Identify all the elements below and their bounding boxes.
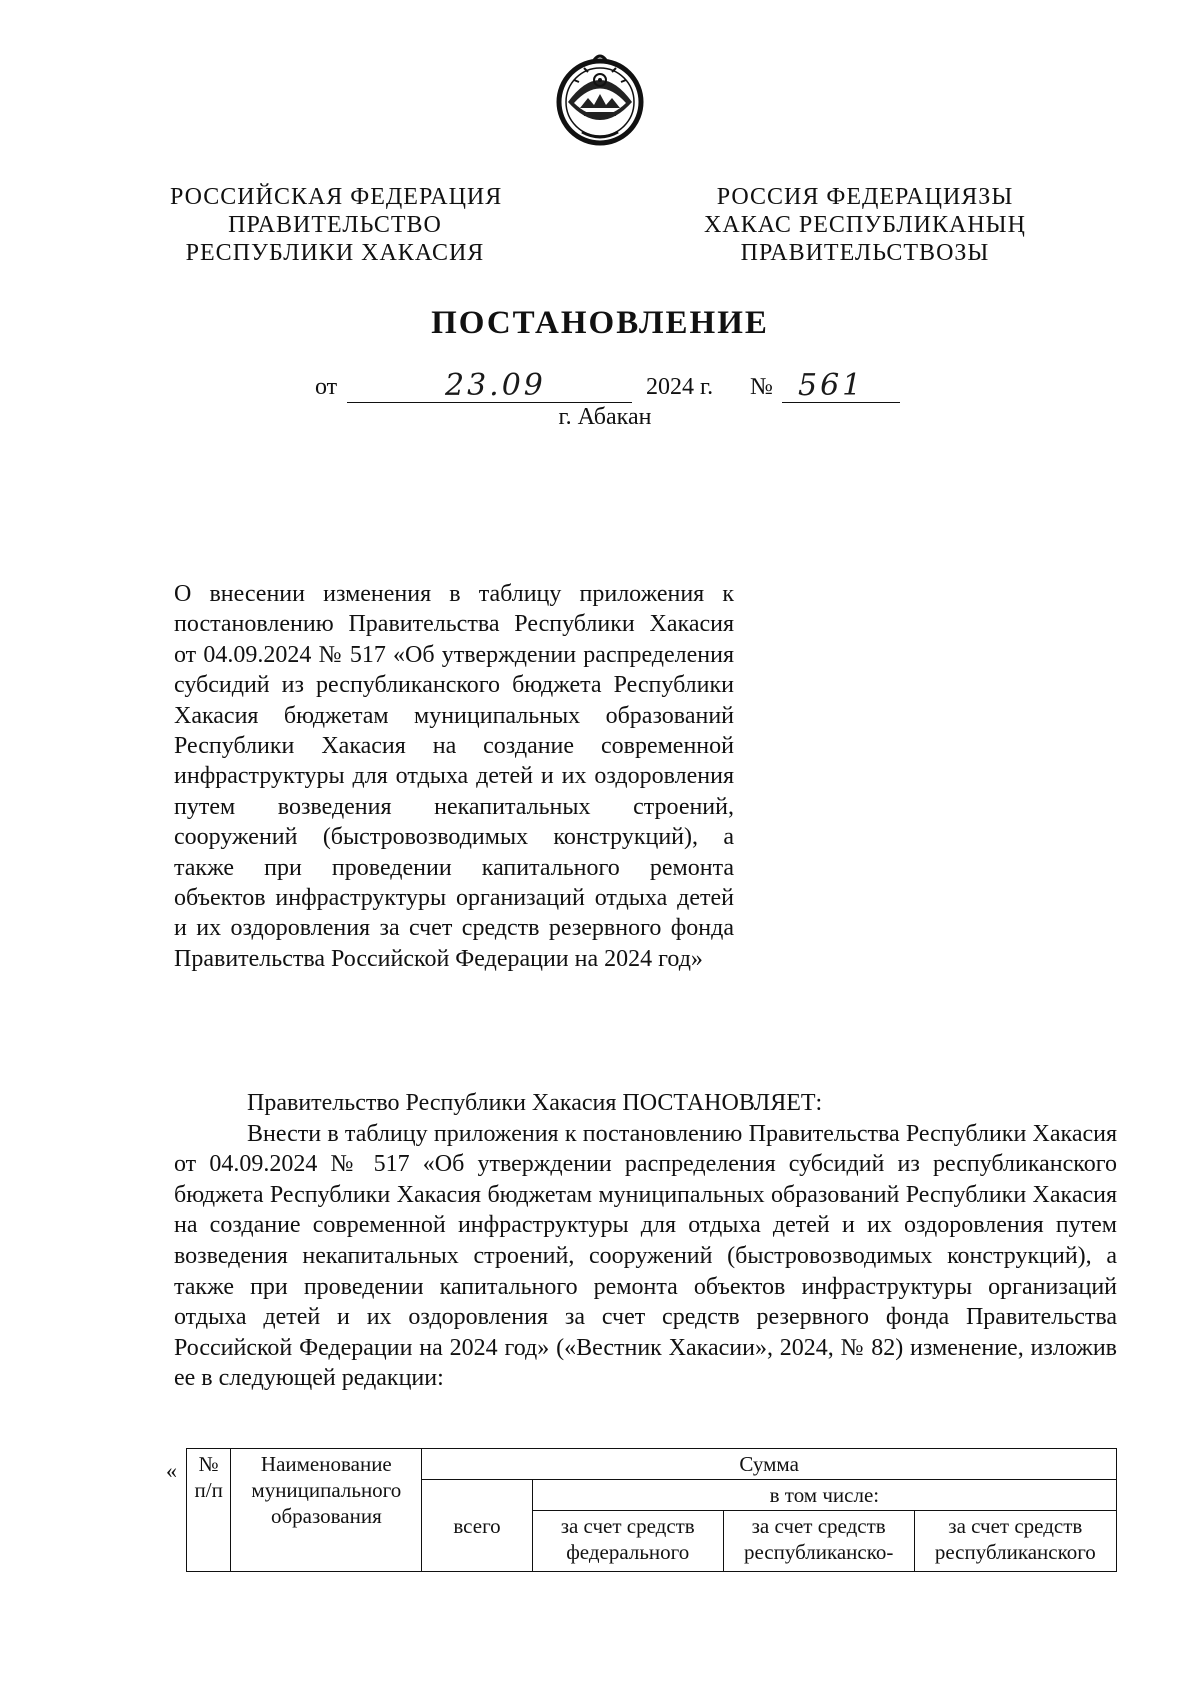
header-russian-line-2: ПРАВИТЕЛЬСТВО (228, 212, 442, 238)
khakassia-coat-of-arms-icon (554, 50, 646, 146)
city: г. Абакан (558, 404, 652, 430)
column-header-republic-1-text: за счет средств республиканско- (743, 1514, 894, 1564)
header-russian (170, 183, 503, 267)
header-khakas-line-2: ХАКАС РЕСПУБЛИКАНЫҢ (704, 212, 1026, 238)
number-label: № (750, 374, 773, 400)
column-header-number: № п/п (187, 1449, 231, 1572)
header-russian-line-1: РОССИЙСКАЯ ФЕДЕРАЦИЯ (170, 184, 503, 210)
year-label: 2024 г. (646, 374, 714, 400)
column-header-federal-text: за счет средств федерального (560, 1514, 695, 1564)
header-khakas-line-3: ПРАВИТЕЛЬСТВОЗЫ (740, 240, 990, 266)
date-prefix: от (315, 374, 338, 400)
document-subject: О внесении изменения в таблицу приложения к постановлению Правительства Республики Хакасия от 04.09.2024 № 517 «Об утверждении распределения субсидий из республиканского бюджета Республики Хакасия бюджетам муниципальных образований Республики Хакасия на создание современной инфраструктуры для отдыха детей и их оздоровления путем возведения некапитальных строений, сооружений (быстровозводимых конструкций), а также при проведении капитального ремонта объектов инфраструктуры организаций отдыха детей и их оздоровления за счет средств резервного фонда Правительства Российской Федерации на 2024 год» (174, 581, 734, 972)
column-header-sum: Сумма (422, 1449, 1117, 1480)
table-header-row-1 (187, 1449, 1117, 1480)
body-paragraph-2: Внести в таблицу приложения к постановлению Правительства Республики Хакасия от 04.09.2024 № 517 «Об утверждении распределения субсидий из республиканского бюджета Республики Хакасия бюджетам муниципальных образований Республики Хакасия на создание современной инфраструктуры для отдыха детей и их оздоровления путем возведения некапитальных строений, сооружений (быстровозводимых конструкций), а также при проведении капитального ремонта объектов инфраструктуры организаций отдыха детей и их оздоровления за счет средств резервного фонда Правительства Российской Федерации на 2024 год» («Вестник Хакасии», 2024, № 82) изменение, изложив ее в следующей редакции: (174, 1120, 1117, 1392)
header-russian-line-3: РЕСПУБЛИКИ ХАКАСИЯ (185, 240, 485, 266)
distribution-table (186, 1448, 1117, 1572)
header-khakas-line-1: РОССИЯ ФЕДЕРАЦИЯЗЫ (716, 184, 1014, 210)
column-header-including: в том числе: (532, 1480, 1116, 1511)
column-header-total: всего (422, 1480, 532, 1572)
number-handwritten: 561 (798, 368, 865, 403)
column-header-name: Наименование муниципального образования (231, 1449, 422, 1572)
date-handwritten: 23.09 (445, 368, 546, 403)
column-header-republic-2-text: за счет средств республиканского (934, 1514, 1096, 1564)
document-title: ПОСТАНОВЛЕНИЕ (431, 305, 769, 341)
column-header-federal (532, 1511, 723, 1572)
column-header-republic-2 (914, 1511, 1116, 1572)
column-header-republic-1 (723, 1511, 914, 1572)
coat-of-arms-emblem (554, 50, 646, 146)
header-khakas (700, 183, 1030, 267)
body-paragraph-1: Правительство Республики Хакасия ПОСТАНОВЛЯЕТ: (247, 1090, 823, 1116)
document-body (174, 1088, 1117, 1394)
opening-quote: « (166, 1458, 177, 1483)
